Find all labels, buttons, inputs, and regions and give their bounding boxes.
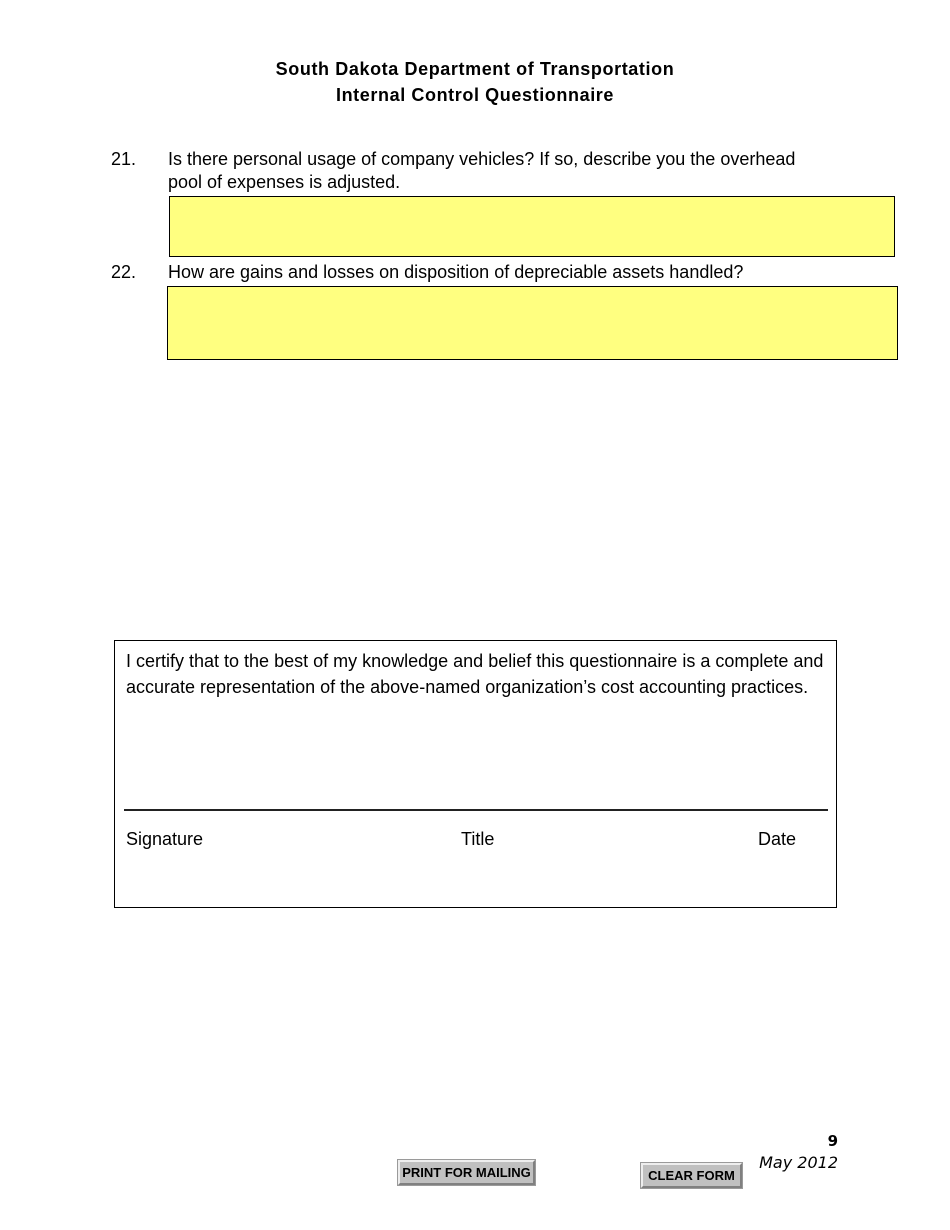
clear-form-button[interactable]: CLEAR FORM	[641, 1163, 742, 1188]
date-label: Date	[758, 829, 797, 849]
signature-label: Signature	[126, 829, 204, 849]
question-22-text: How are gains and losses on disposition of depreciable assets handled?	[168, 262, 744, 282]
question-21-text	[168, 148, 828, 194]
signature-line	[124, 809, 828, 811]
page-number: 9	[827, 1132, 838, 1150]
question-21-text-line1: Is there personal usage of company vehicles? If so, describe you the overhead	[168, 149, 796, 169]
certification-box	[114, 640, 837, 908]
title-label: Title	[461, 829, 495, 849]
revision-date: May 2012	[759, 1153, 838, 1172]
document-header	[0, 56, 950, 108]
questionnaire-title: Internal Control Questionnaire	[335, 85, 615, 105]
question-21-number: 21.	[111, 149, 137, 169]
print-for-mailing-button[interactable]: PRINT FOR MAILING	[398, 1160, 535, 1185]
question-22-answer-field[interactable]	[167, 286, 898, 360]
department-title: South Dakota Department of Transportation	[275, 59, 675, 79]
question-21-answer-field[interactable]	[169, 196, 895, 257]
certification-statement: I certify that to the best of my knowledge and belief this questionnaire is a complete and accurate representation of the above-named organization’s cost accounting practices.	[126, 651, 824, 697]
question-21-text-line2: pool of expenses is adjusted.	[168, 172, 401, 192]
question-22-number: 22.	[111, 262, 137, 282]
